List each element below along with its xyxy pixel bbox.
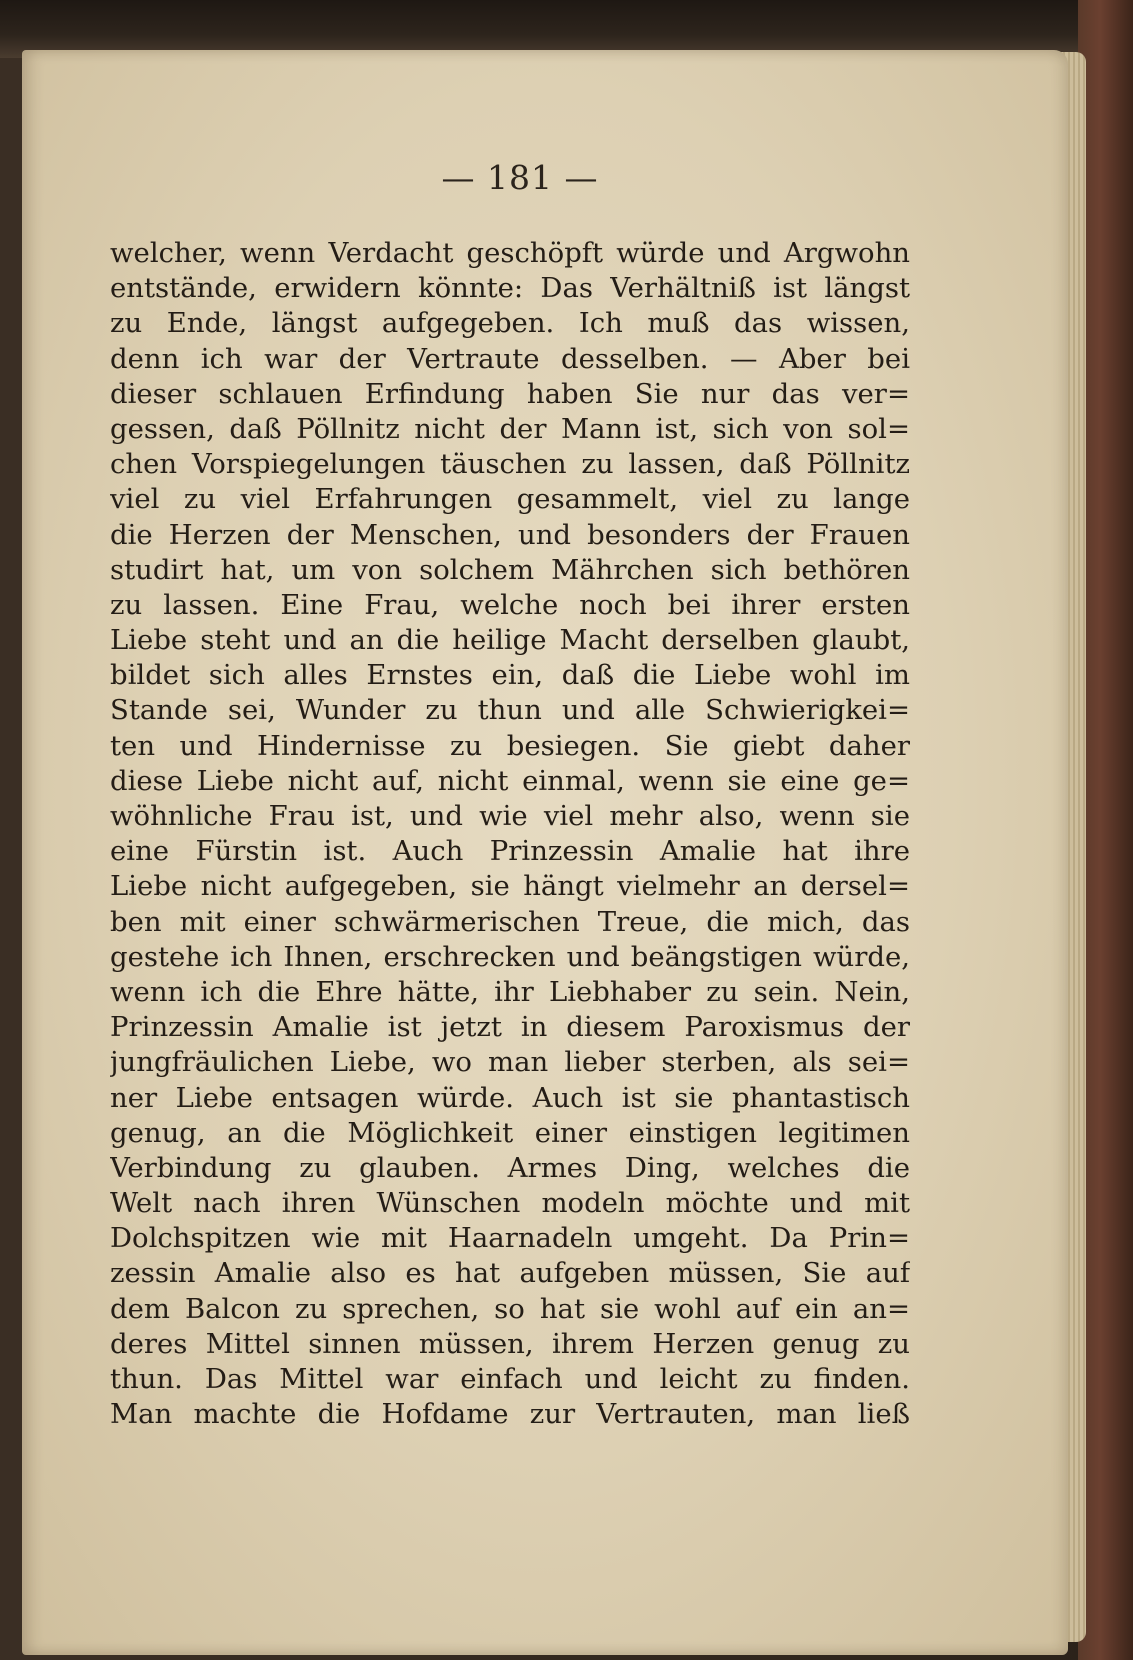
body-text [110, 236, 910, 1432]
text-line: bildet sich alles Ernstes ein, daß die Liebe wohl im [110, 659, 910, 692]
book-cover-right-edge [1078, 0, 1133, 1660]
text-line: die Herzen der Menschen, und besonders der Frauen [110, 518, 910, 551]
text-line: Man machte die Hofdame zur Vertrauten, man ließ [110, 1398, 910, 1431]
text-line: viel zu viel Erfahrungen gesammelt, viel zu lange [110, 483, 910, 516]
text-line: ner Liebe entsagen würde. Auch ist sie phantastisch [110, 1081, 910, 1114]
text-line: Stande sei, Wunder zu thun und alle Schwierigkei= [110, 694, 910, 727]
text-line: thun. Das Mittel war einfach und leicht zu finden. [110, 1363, 910, 1395]
text-line: jungfräulichen Liebe, wo man lieber sterben, als sei= [110, 1046, 910, 1079]
text-line: wenn ich die Ehre hätte, ihr Liebhaber zu sein. Nein, [110, 975, 910, 1008]
text-line: zu Ende, längst aufgegeben. Ich muß das wissen, [110, 307, 910, 340]
text-line: diese Liebe nicht auf, nicht einmal, wenn sie eine ge= [110, 764, 910, 797]
text-line: deres Mittel sinnen müssen, ihrem Herzen genug zu [110, 1327, 910, 1360]
text-line: dieser schlauen Erfindung haben Sie nur das ver= [110, 377, 910, 410]
text-line: Dolchspitzen wie mit Haarnadeln umgeht. Da Prin= [110, 1222, 910, 1255]
text-line: Welt nach ihren Wünschen modeln möchte und mit [110, 1187, 910, 1220]
text-line: gessen, daß Pöllnitz nicht der Mann ist, sich von sol= [110, 412, 910, 445]
text-line: Prinzessin Amalie ist jetzt in diesem Paroxismus der [110, 1011, 910, 1044]
page-number: — 181 — [441, 158, 599, 197]
text-line: dem Balcon zu sprechen, so hat sie wohl auf ein an= [110, 1292, 910, 1325]
text-line: denn ich war der Vertraute desselben. — Aber bei [110, 342, 910, 375]
text-line: zessin Amalie also es hat aufgeben müssen, Sie auf [110, 1257, 910, 1290]
text-line: ben mit einer schwärmerischen Treue, die mich, das [110, 905, 910, 938]
text-line: wöhnliche Frau ist, und wie viel mehr also, wenn sie [110, 800, 910, 832]
text-line: Liebe steht und an die heilige Macht derselben glaubt, [110, 624, 910, 657]
text-line: chen Vorspiegelungen täuschen zu lassen, daß Pöllnitz [110, 448, 910, 481]
text-line: zu lassen. Eine Frau, welche noch bei ihrer ersten [110, 588, 910, 621]
text-line: Liebe nicht aufgegeben, sie hängt vielmehr an dersel= [110, 870, 910, 903]
text-line: eine Fürstin ist. Auch Prinzessin Amalie hat ihre [110, 835, 910, 868]
text-line: gestehe ich Ihnen, erschrecken und beängstigen würde, [110, 940, 910, 973]
text-line: welcher, wenn Verdacht geschöpft würde und Argwohn [110, 237, 910, 269]
text-line: genug, an die Möglichkeit einer einstigen legitimen [110, 1116, 910, 1149]
text-line: ten und Hindernisse zu besiegen. Sie giebt daher [110, 729, 910, 762]
text-line: entstände, erwidern könnte: Das Verhältniß ist längst [110, 272, 910, 305]
text-line: Verbindung zu glauben. Armes Ding, welches die [110, 1151, 910, 1184]
text-line: studirt hat, um von solchem Mährchen sich bethören [110, 553, 910, 586]
